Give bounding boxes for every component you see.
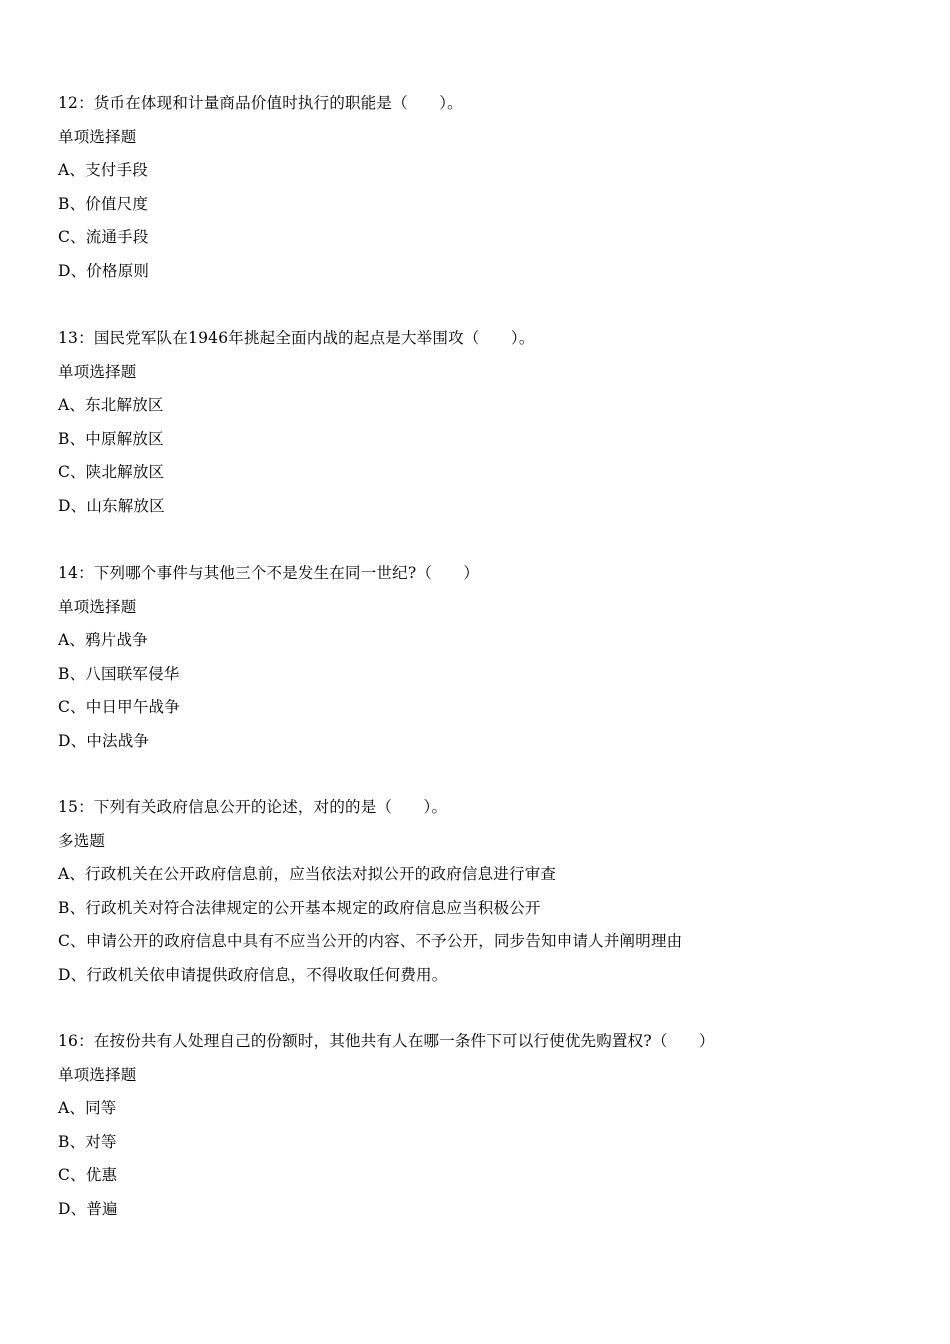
option-d: D、行政机关依申请提供政府信息，不得收取任何费用。 [58,965,448,984]
question-type: 单项选择题 [58,362,137,381]
option-c: C、流通手段 [58,228,149,246]
question-stem: 13：国民党军队在1946年挑起全面内战的起点是大举围攻（ ）。 [58,329,535,347]
question-16 [58,1025,918,1226]
question-stem: 12：货币在体现和计量商品价值时执行的职能是（ ）。 [58,94,463,112]
option-c: C、中日甲午战争 [58,698,180,716]
question-type: 单项选择题 [58,1065,137,1084]
option-b: B、对等 [58,1132,117,1151]
question-stem: 16：在按份共有人处理自己的份额时，其他共有人在哪一条件下可以行使优先购置权?（ ） [58,1032,715,1050]
question-type: 多选题 [58,831,106,850]
option-d: D、中法战争 [58,731,150,750]
option-b: B、行政机关对符合法律规定的公开基本规定的政府信息应当积极公开 [58,898,541,917]
option-b: B、中原解放区 [58,429,164,448]
option-c: C、陕北解放区 [58,463,165,481]
question-stem: 15：下列有关政府信息公开的论述，对的的是（ ）。 [58,798,448,816]
option-a: A、支付手段 [58,161,148,179]
option-b: B、八国联军侵华 [58,664,180,683]
question-stem: 14：下列哪个事件与其他三个不是发生在同一世纪?（ ） [58,564,480,582]
question-14 [58,557,918,758]
option-b: B、价值尺度 [58,194,149,213]
question-type: 单项选择题 [58,597,137,616]
option-a: A、同等 [58,1099,117,1117]
option-a: A、行政机关在公开政府信息前，应当依法对拟公开的政府信息进行审查 [58,865,557,883]
option-d: D、山东解放区 [58,496,165,515]
option-c: C、申请公开的政府信息中具有不应当公开的内容、不予公开，同步告知申请人并阐明理由 [58,932,683,950]
option-c: C、优惠 [58,1166,118,1184]
question-13 [58,322,918,523]
option-d: D、普遍 [58,1199,118,1218]
option-a: A、东北解放区 [58,396,164,414]
question-12 [58,87,918,288]
option-a: A、鸦片战争 [58,631,148,649]
question-15 [58,791,918,992]
option-d: D、价格原则 [58,261,150,280]
question-type: 单项选择题 [58,127,137,146]
